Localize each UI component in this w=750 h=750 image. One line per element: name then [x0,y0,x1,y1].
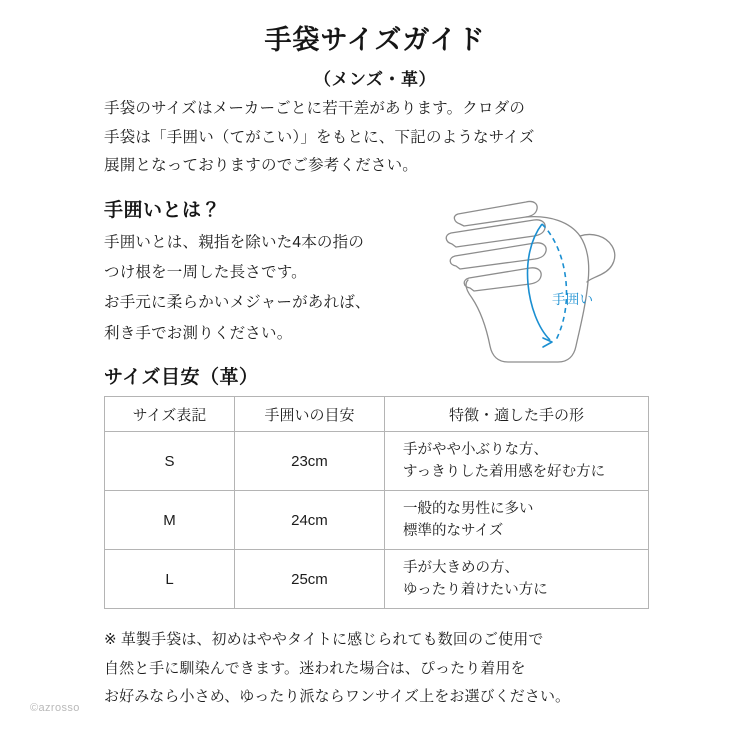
cell-feature [384,432,648,491]
cell-feature-line-1: 手が大きめの方、 [402,559,519,576]
watermark: ©azrosso [30,702,80,714]
tegakoi-line-4: 利き手でお測りください。 [104,324,293,342]
size-table-body [105,432,649,609]
page-subtitle: （メンズ・革） [314,70,436,90]
table-row [105,432,649,491]
tegakoi-line-3: お手元に柔らかいメジャーがあれば、 [104,294,371,312]
cell-feature-line-1: 一般的な男性に多い [402,500,534,517]
footnote-line-2: 自然と手に馴染んできます。迷われた場合は、ぴったり着用を [104,659,526,677]
tegakoi-heading: 手囲いとは？ [104,200,222,221]
cell-feature-line-1: 手がやや小ぶりな方、 [402,441,548,458]
column-header-size: サイズ表記 [105,397,235,432]
table-header-row [105,397,649,432]
column-header-feature: 特徴・適した手の形 [384,397,648,432]
footnote-line-1: ※ 革製手袋は、初めはややタイトに感じられても数回のご使用で [104,631,544,648]
cell-circumference: 24cm [234,491,384,550]
table-row [105,550,649,609]
cell-feature [384,550,648,609]
cell-size: S [105,432,235,491]
tegakoi-figure-label: 手囲い [552,292,594,307]
table-row [105,491,649,550]
tegakoi-line-1: 手囲いとは、親指を除いた4本の指の [104,234,365,251]
intro-line-3: 展開となっておりますのでご参考ください。 [104,157,419,175]
hand-illustration [430,178,660,373]
size-table [104,396,649,609]
tegakoi-line-2: つけ根を一周した長さです。 [104,264,307,282]
intro-paragraph [104,95,664,181]
intro-line-1: 手袋のサイズはメーカーごとに若干差があります。クロダの [104,100,526,117]
column-header-circumference: 手囲いの目安 [234,397,384,432]
page-title: 手袋サイズガイド [264,25,486,55]
size-table-head [105,397,649,432]
title-block [0,0,750,90]
cell-circumference: 23cm [234,432,384,491]
cell-size: L [105,550,235,609]
footnote [104,626,674,712]
cell-feature-line-2: すっきりした着用感を好む方に [402,464,606,480]
cell-circumference: 25cm [234,550,384,609]
cell-size: M [105,491,235,550]
footnote-line-3: お好みなら小さめ、ゆったり派ならワンサイズ上をお選びください。 [104,688,571,705]
tegakoi-body [104,228,434,349]
cell-feature-line-2: ゆったり着けたい方に [402,582,548,598]
cell-feature-line-2: 標準的なサイズ [402,523,504,539]
cell-feature [384,491,648,550]
size-section-heading: サイズ目安（革） [104,367,259,388]
intro-line-2: 手袋は「手囲い（てがこい）」をもとに、下記のようなサイズ [104,128,535,146]
